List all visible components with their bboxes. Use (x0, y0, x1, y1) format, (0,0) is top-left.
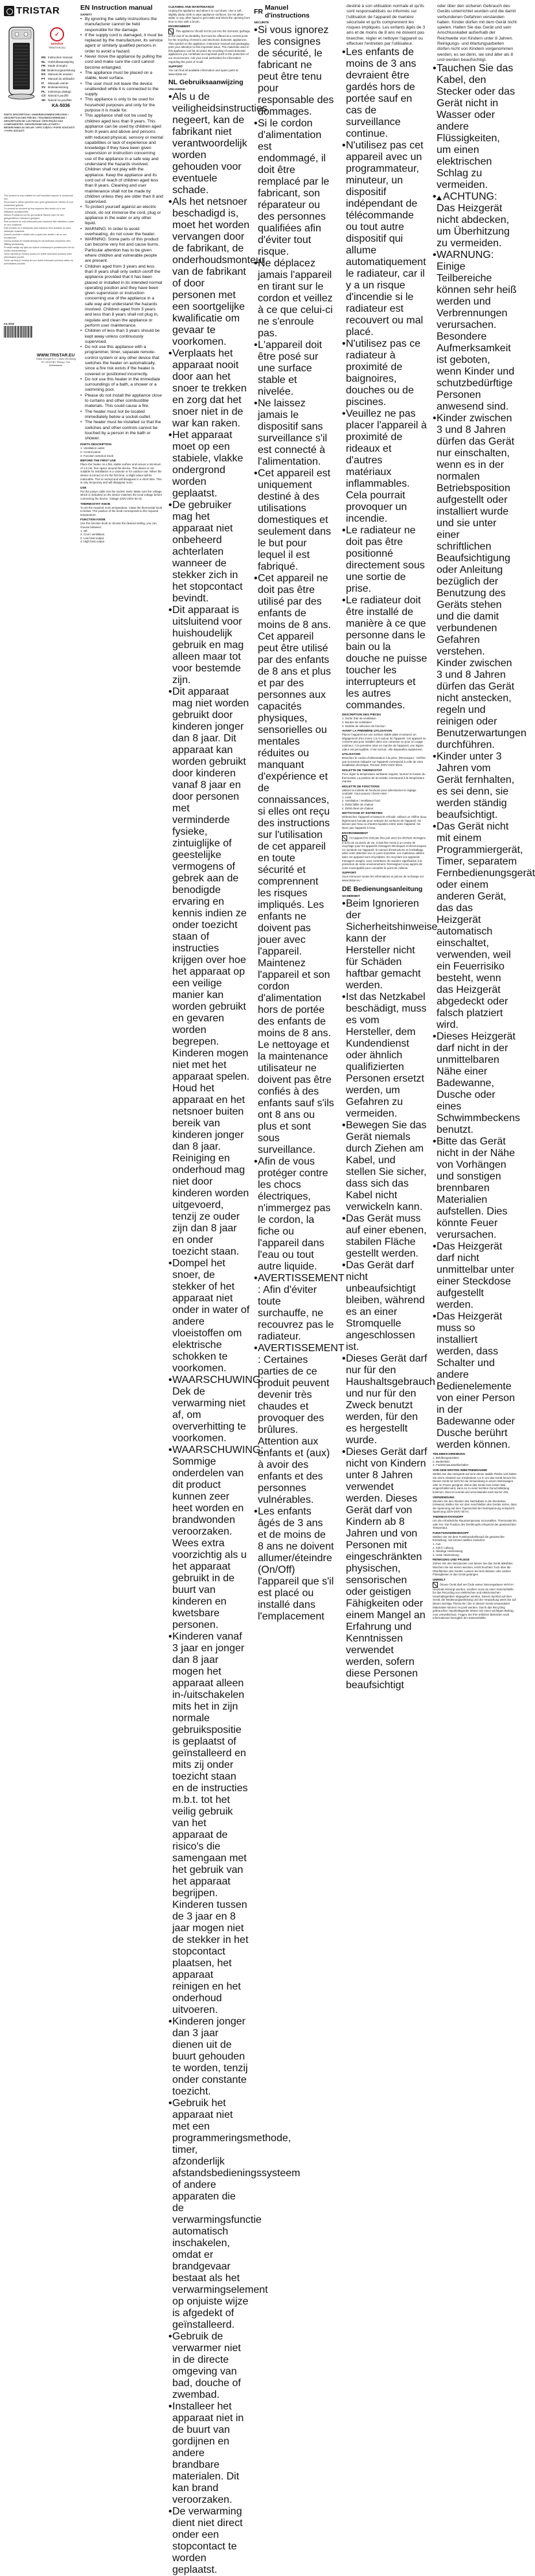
setting-item: 1. Off (80, 529, 87, 533)
list-item: • The user must not leave the device unattended while it is connected to the supply. (80, 82, 163, 98)
list-item: • Veuillez ne pas placer l'appareil à proximité de rideaux et d'autres matériaux inflammables. Cela pourrait provoquer un incendie. (342, 408, 427, 525)
list-item: • Dieses Heizgerät darf nicht in der unmittelbaren Nähe einer Badewanne, Dusche oder eines Schwimmbeckens benutzt. (433, 1031, 517, 1136)
list-item: • N'utilisez pas ce radiateur à proximité de baignoires, douches ou de piscines. (342, 338, 427, 408)
list-item: • Le radiateur doit être installé de manière à ce que personne dans le bain ou la douche ne puisse toucher les interrupteurs et les autres commandes. (342, 595, 427, 712)
warning-icon (437, 196, 442, 200)
list-item: • ACHTUNG: Das Heizgerät nicht abdecken, um Überhitzung zu vermeiden. (433, 191, 517, 249)
list-item: • The heater must be installed so that the switches and other controls cannot be touched by a person in the bath or shower. (80, 420, 163, 441)
setting-item: 4. Hohe Heizleistung (433, 1553, 459, 1557)
parts-heading: PARTS DESCRIPTION (80, 443, 111, 447)
language-item: PL Instrukcja obsługi (41, 89, 71, 93)
cleaning-heading: NETTOYAGE ET ENTRETIEN (342, 811, 383, 815)
service-badge (41, 27, 73, 49)
tower-heater-icon (5, 26, 38, 100)
website-link[interactable]: WWW.TRISTAR.EU (36, 353, 75, 358)
continued-text: destiné à son utilisation normale et qu'ils sont responsabilisés ou informés sur l'utilisation de l'appareil de manière sécurisée et qu'ils comprennent les risques impliqués. Les enfants âgés de 3 ans et de moins de 8 ans ne doivent pas brancher, régler et nettoyer l'appareil ou effectuer l'entretien par l'utilisateur. (347, 4, 426, 47)
list-item: • Als het netsnoer beschadigd is, moet het worden vervangen door de fabrikant, de onderhoudsmonteur van de fabrikant of door personen met een soortgelijke kwalificatie om gevaar te voorkomen. (168, 196, 250, 348)
list-item: • Kinderen vanaf 3 jaar en jonger dan 8 jaar mogen het apparaat alleen in-/uitschakelen mits het in zijn normale gebruikspositie is geplaatst of geïnstalleerd en mits zij onder toezicht staan en de instructies m.b.t. tot het veilig gebruik van het apparaat de risico's die samengaan met het gebruik van het apparaat begrijpen. Kinderen tussen de 3 jaar en 8 jaar mogen niet de stekker in het stopcontact plaatsen, het apparaat reinigen en het onderhoud uitvoeren. (168, 1631, 250, 2016)
parts-item: 3. Molette de sélection de fonction (342, 724, 385, 728)
section-title-en: EN Instruction manual (80, 4, 153, 12)
list-item: • Le radiateur ne doit pas être positionné directement sous une sortie de prise. (342, 525, 427, 595)
list-item: • Dit apparaat mag niet worden gebruikt door kinderen jonger dan 8 jaar. Dit apparaat kan worden gebruikt door kinderen vanaf 8 jaar en door personen met verminderde fysieke, zintuiglijke of geestelijke vermogens of gebrek aan de benodigde ervaring en kennis indien ze onder toezicht staan of instructies krijgen over hoe het apparaat op een veilige manier kan worden gebruikt en gevaren worden begrepen. Kinderen mogen niet met het apparaat spelen. Houd het apparaat en het netsnoer buiten bereik van kinderen jonger dan 8 jaar. Reiniging en onderhoud mag niet door kinderen worden uitgevoerd, tenzij ze ouder zijn dan 8 jaar en onder toezicht staan. (168, 686, 250, 1258)
safety-list (433, 63, 535, 1451)
list-item: • Ne déplacez jamais l'appareil en tirant sur le cordon et veillez à ce que celui-ci ne s'enroule pas. (254, 258, 334, 340)
list-item: • De verwarming dient niet direct onder een stopcontact te worden geplaatst. (168, 2506, 250, 2576)
company-address: Tristar Europe B.V. | Jules Verneweg 87 | 5015 BH Tilburg | The Netherlands (36, 358, 76, 367)
list-item: • To protect yourself against an electric shock, do not immerse the cord, plug or appliance in the water or any other liquid. (80, 205, 163, 226)
list-item: • Bewegen Sie das Gerät niemals durch Ziehen am Kabel, und stellen Sie sicher, dass sich das Kabel nicht verwickeln kann. (342, 1120, 427, 1213)
cleaning-text: Ziehen Sie den Netzstecker und lassen Sie das Gerät abkühlen. Wischen Sie mit einem weichen, leicht feuchten Tuch über die Oberflächen des Geräts. Lassen Sie kein Wasser oder andere Flüssigkeiten in das Gerät gelangen. (433, 1562, 514, 1577)
list-item: • Dompel het snoer, de stekker of het apparaat niet onder in water of andere vloeistoffen om elektrische schokken te voorkomen. (168, 1258, 250, 1375)
barcode-label: KA-5036 (4, 322, 15, 325)
before-use-heading: BEFORE THE FIRST USE (80, 459, 116, 463)
parts-item: 3. Funktionsauswahlschalter (433, 1463, 469, 1467)
list-item: • Cet appareil est uniquement destiné à des utilisations domestiques et seulement dans le but pour lequel il est fabriqué. (254, 468, 334, 573)
function-heading: FUNCTION KNOB (80, 518, 106, 522)
list-item: • Das Gerät darf nicht unbeaufsichtigt bleiben, während es an einer Stromquelle angeschlossen ist. (342, 1260, 427, 1353)
thermostat-heading: MOLETTE DE THERMOSTAT (342, 768, 383, 772)
parts-heading: TEILEBESCHREIBUNG (433, 1452, 466, 1456)
list-item: • Children aged from 3 years and less than 8 years shall only switch on/off the appliance provided that it has been placed or installed in its intended normal operating position and they have been given supervision or instruction concerning use of the appliance in a safe way and understand the hazards involved. Children aged from 3 years and less than 8 years shall not plug in, regulate and clean the appliance or perform user maintenance. (80, 264, 163, 329)
list-item: • Als u de veiligheidsinstructies negeert, kan de fabrikant niet verantwoordelijk worden gehouden voor eventuele schade. (168, 91, 250, 196)
heater-illustration (5, 26, 38, 100)
use-heading: VERWENDUNG (433, 1495, 455, 1499)
setting-item: 1. Arrêt (342, 795, 352, 799)
language-item: PT Manual do utilizador (41, 76, 75, 80)
cover-note-line: Este produto só é adequado para espaços bem isolados ou para utilização ocasional. (4, 227, 71, 233)
language-item: DE Bedienungsanleitung (41, 68, 75, 72)
list-item: • Children of less than 3 years should be kept away unless continuously supervised. (80, 329, 163, 345)
use-heading: USE (80, 485, 87, 489)
list-item: • De gebruiker mag het apparaat niet onbeheerd achterlaten wanneer de stekker zich in het stopcontact bevindt. (168, 500, 250, 605)
column-de (433, 4, 535, 1620)
use-text: Put the power cable into the socket. Note: Make sure the voltage which is indicated on the device matches the local voltage before connecting the device. Voltage 220V-240V 50 Hz. (80, 489, 163, 500)
parts-item: 1. Ventilation outlet (80, 447, 105, 450)
setting-item: 3. Low heat output (80, 536, 104, 540)
setting-item: 4. Débit élevé de chaleur (342, 806, 374, 810)
footer-contact (35, 353, 76, 367)
language-item: SK Návod na použitie (41, 98, 72, 102)
list-item: • This appliance shall not be used by children aged less than 8 years. This appliance can be used by children aged from 8 years and above and persons with reduced physical, sensory or mental capabilities or lack of experience and knowledge if they have been given supervision or instruction concerning use of the appliance in a safe way and understand the hazards involved. Children shall not play with the appliance. Keep the appliance and its cord out of reach of children aged less than 8 years. Cleaning and user maintenance shall not be made by children unless they are older than 8 and supervised. (80, 113, 163, 205)
section-title-nl: NL Gebruiksaanwijzing (168, 78, 244, 87)
list-item: • Cet appareil ne doit pas être utilisé par des enfants de moins de 8 ans. Cet appareil peut être utilisé par des enfants de 8 ans et plus et par des personnes aux capacités physiques, sensorielles ou mentales réduites ou manquant d'expérience et de connaissances, si elles ont reçu des instructions sur l'utilisation de cet appareil en toute sécurité et comprennent les risques impliqués. Les enfants ne doivent pas jouer avec l'appareil. Maintenez l'appareil et son cordon d'alimentation hors de portée des enfants de moins de 8 ans. Le nettoyage et la maintenance utilisateur ne doivent pas être confiés à des enfants sauf s'ils ont 8 ans ou plus et sont sous surveillance. (254, 573, 334, 1156)
cover-note-line: Dieses Produkt ist nur für gut isolierte Räume oder für den gelegentlichen Gebrauch geeignet. (4, 214, 64, 220)
support-text: Vous retrouvez toutes les informations et pièces de rechange sur www.tristar.eu ! (342, 875, 424, 882)
list-item: • Si le cordon d'alimentation est endommagé, il doit être remplacé par le fabricant, son réparateur ou des personnes qualifiées afin d'éviter tout risque. (254, 118, 334, 258)
language-item: IT Manuale utente (41, 81, 69, 85)
setting-item: 4. High heat output (80, 540, 105, 544)
setting-item: 2. Ventilation / ventilateur froid (342, 799, 380, 803)
cover-note-line: Questo prodotto è adatto solo a spazi ben isolati o ad un uso occasionale. (4, 233, 67, 239)
list-item: • Verplaats het apparaat nooit door aan het snoer te trekken en zorg dat het snoer niet in de war kan raken. (168, 348, 250, 430)
cover-note-line: Produkt nadaje się tylko do dobrze izolowanych pomieszczeń lub do użytku okazjonalnego. (4, 246, 74, 252)
list-item: • WARNING: In order to avoid overheating, do not cover the heater. (80, 227, 163, 238)
cover-panel (0, 0, 76, 373)
list-item: • L'appareil doit être posé sur une surface stable et nivelée. (254, 340, 334, 398)
list-item: • The heater must not be located immediately below a socket-outlet. (80, 410, 163, 421)
list-item: • Dit apparaat is uitsluitend voor huishoudelijk gebruik en mag alleen maar tot voor bestemde zijn. (168, 605, 250, 686)
cleaning-heading: CLEANING AND MAINTENANCE (168, 5, 214, 8)
parts-item: 2. Bouton de ventilation (342, 720, 372, 724)
parts-description-note: PARTS DESCRIPTION / ONDERDELENBESCHRIJVING / DESCRIPTION DES PIÈCES / TEILEBESCHREIBUNG / DESCRIPCIÓN DE LAS PIEZAS / DESCRIÇÃO DAS COMPONENTES / DESCRIZIONE DELLE PARTI / BESKRIVNING AV DELAR / OPIS CZĘŚCI / POPIS SOUČÁSTÍ / POPIS SÚČASTÍ (4, 113, 75, 132)
column-fr (254, 4, 345, 1622)
list-item: • Afin de vous protéger contre les chocs électriques, n'immergez pas le cordon, la fiche ou l'appareil dans l'eau ou tout autre liquide. (254, 1156, 334, 1273)
cover-note-line: This product is only suitable for well insulated spaces or occasional use. (4, 194, 73, 200)
setting-item: 3. Débit faible de chaleur (342, 803, 374, 807)
section-title-de: DE Bedienungsanleitung (342, 885, 423, 893)
cleaning-text: Débranchez l'appareil et laissez-le refroidir. Utilisez un chiffon doux, légèrement humide pour nettoyer les surfaces de l'appareil. Ne laissez pas l'eau ou d'autres liquides entrer dans l'appareil. Ne lavez pas l'appareil à l'eau. (342, 815, 427, 830)
cleaning-text: Unplug the appliance and allow it to cool down. Use a soft, slightly damp cloth to wipe appliance surfaces. Do not allow water or any other liquid to get inside and block the opening from time to time with a brush. (168, 9, 250, 23)
list-item: • WAARSCHUWING: Dek de verwarming niet af, om oververhitting te voorkomen. (168, 1375, 250, 1445)
language-item: FR Mode d'emploi (41, 64, 67, 68)
function-text: Use the function knob to choose the desired setting, you can choose between: (80, 522, 157, 529)
list-item: • Das Gerät nicht mit einem Programmiergerät, Timer, separatem Fernbedienungsgerät oder einem anderen Gerät, das das Heizgerät automatisch einschaltet, verwenden, weil ein Feuerrisiko besteht, wenn das Heizgerät abgedeckt oder falsch platziert wird. (433, 821, 517, 1031)
safety-heading: SICHERHEIT (342, 894, 360, 898)
list-item: • Kinder zwischen 3 und 8 Jahren dürfen das Gerät nur einschalten, wenn es in der normalen Betriebsposition aufgestellt oder installiert wurde und sie unter einer schriftlichen Beaufsichtigung oder Anleitung bezüglich der Benutzung des Geräts stehen und die damit verbundenen Gefahren verstehen. Kinder zwischen 3 und 8 Jahren dürfen das Gerät nicht anstecken, regeln und reinigen oder Benutzerwartungen durchführen. (433, 413, 517, 751)
cover-note-line: Este producto es solo adecuado para espacios bien aislados o para un uso ocasional. (4, 220, 74, 226)
list-item: • Das Heizgerät darf nicht unmittelbar unter einer Steckdose aufgestellt werden. (433, 1241, 517, 1311)
cover-note-line: Tento výrobok je vhodný len pre dobre izolované priestory alebo na príležitostné použitie. (4, 259, 73, 265)
list-item: • Never move the appliance by pulling the cord and make sure the cord cannot become entangled. (80, 54, 163, 71)
list-item: • Tauchen Sie das Kabel, den Stecker oder das Gerät nicht in Wasser oder andere Flüssigkeiten, um einen elektrischen Schlag zu vermeiden. (433, 63, 517, 191)
parts-item: 1. Belüftungsauslass (433, 1456, 459, 1460)
thermostat-text: To set the required room temperature, rotate the thermostat knob to below. The position of the knob corresponds to the required temperature. (80, 505, 163, 516)
list-item: • Les enfants de moins de 3 ans devraient être gardés hors de portée sauf en cas de surveillance continue. (342, 47, 427, 140)
recycle-bin-icon (342, 835, 347, 841)
list-item: • Bitte das Gerät nicht in der Nähe von Vorhängen und sonstigen brennbaren Materialien aufstellen. Dies könnte Feuer verursachen. (433, 1136, 517, 1241)
cleaning-heading: REINIGUNG UND PFLEGE (433, 1558, 470, 1562)
language-item: EN Instruction manual (41, 56, 73, 59)
list-item: • Das Gerät muss auf einer ebenen, stabilen Fläche gestellt werden. (342, 1213, 427, 1260)
list-item: • Installeer het apparaat niet in de buurt van gordijnen en andere brandbare materialen. Dit kan brand veroorzaken. (168, 2401, 250, 2506)
parts-heading: DESCRIPTION DES PIÈCES (342, 713, 381, 717)
parts-item: 3. Function selection knob (80, 454, 114, 458)
thermostat-text: Um die erforderliche Raumtemperatur einzustellen, Thermostat hin oder her. Die Position des Drehknopfs entspricht der gewünschten Temperatur. (433, 1518, 517, 1530)
thermostat-heading: THERMOSTAT KNOB (80, 502, 111, 505)
service-sub: TRISTAR.EU (48, 46, 66, 49)
setting-item: 1. Aus (433, 1542, 441, 1546)
recycle-bin-icon (168, 29, 174, 34)
cover-note-line: Dit product is alleen geschikt voor goed geïsoleerde ruimtes of voor incidenteel gebruik. (4, 201, 74, 207)
list-item: • The appliance must be placed on a stable, level surface. (80, 71, 163, 82)
list-item: • Please do not install the appliance close to curtains and other combustible materials. This could cause a fire. (80, 393, 163, 410)
function-text: Wählen Sie mit dem Funktionsdrehknopf die gewünschte Einstellung. Sie können wählen zwischen: (433, 1535, 505, 1542)
before-use-text: Stellen Sie das Heizgerät auf eine ebene stabile Fläche und halten Sie einen Abstand von mindestens 1,5 m um das Gerät herum frei. Dieses Gerät ist nicht für die Verwendung in einem Wohnwagen oder im Freien geeignet. Wenn das Gerät zum ersten Mal eingeschaltet wird, kann es zu einer leichten Geruchsbildung kommen. Dies ist normal und verschwindet nach kurzer Zeit. (433, 1472, 517, 1494)
list-item: • This appliance is only to be used for household purposes and only for the purpose it is made for. (80, 97, 163, 113)
language-item: NL Gebruiksaanwijzing (41, 60, 74, 64)
list-item: • Do not use this heater in the immediate surroundings of a bath, a shower or a swimming pool. (80, 377, 163, 393)
list-item: • Das Heizgerät muss so installiert werden, dass Schalter und andere Bedienelemente von einer Person in der Badewanne oder Dusche berührt werden können. (433, 1311, 517, 1451)
list-item: • Het apparaat moet op een stabiele, vlakke ondergrond worden geplaatst. (168, 430, 250, 500)
setting-item: 2. Kühl / Lüftung (433, 1546, 453, 1549)
function-text: Utilisez la molette de fonctions pour sélectionner le réglage souhaité. Vous pouvez choisir entre : (342, 788, 416, 796)
language-item: SV Bruksanvisning (41, 86, 69, 89)
language-item: ES Manual de usuario (41, 73, 73, 76)
safety-heading: SÉCURITÉ (254, 21, 269, 24)
list-item: • Ne laissez jamais le dispositif sans surveillance s'il est connecté à l'alimentation. (254, 398, 334, 468)
environment-text: This appliance should not be put into the domestic garbage at the end of its durability, but must be offered at a central point for the recycling of electric and electronic domestic appliances. This symbol on the appliance, instruction manual and packaging puts your attention to this important issue. The materials used in this appliance can be recycled. By recycling of used domestic appliances you contribute an important push to the protection of our environment. Ask your local authorities for information regarding the point of recall. (168, 30, 250, 64)
column-en (80, 4, 163, 544)
use-heading: UTILISATION (342, 752, 361, 756)
list-item: • Gebruik de verwarmer niet in de directe omgeving van bad, douche of zwembad. (168, 2331, 250, 2401)
environment-heading: UMWELT (433, 1577, 446, 1581)
thermostat-text: Pour régler la température ambiante requise, tournez le bouton du thermostat. La position de la molette correspond à la température requise. (342, 772, 426, 783)
service-icon: ✓ (50, 27, 64, 41)
support-heading: SUPPORT (168, 65, 183, 69)
list-item: • If the supply cord is damaged, it must be replaced by the manufacturer, its service agent or similarly qualified persons in order to avoid a hazard. (80, 33, 163, 54)
function-heading: FUNKTIONSDREHKNOPF (433, 1531, 469, 1535)
function-heading: MOLETTE DE FONCTIONS (342, 784, 380, 788)
list-item: • N'utilisez pas cet appareil avec un programmateur, minuteur, un dispositif indépendant de télécommande ou tout autre dispositif qui allume automatiquement le radiateur, car il y a un risque d'incendie si le radiateur est recouvert ou mal placé. (342, 140, 427, 338)
cover-note-line: Ce produit ne convient qu'aux espaces bien isolés ou à une utilisation occasionnelle. (4, 207, 65, 213)
list-item: • Beim Ignorieren der Sicherheitshinweise kann der Hersteller nicht für Schäden haftbar gemacht werden. (342, 898, 427, 992)
safety-heading: SAFETY (80, 13, 93, 16)
list-item: • AVERTISSEMENT : Certaines parties de ce produit peuvent devenir très chaudes et provoquer des brûlures. Attention aux enfants et (aux) à avoir des enfants et des personnes vulnérables. (254, 1343, 334, 1506)
recycle-bin-icon (433, 1582, 438, 1588)
section-title-fr: FR Manuel d'instructions (254, 4, 310, 19)
use-text: Branchez le cordon d'alimentation à la prise. (Remarque) : Vérifiez que la tension indiquée sur l'appareil correspond à celle de votre installation électrique. Tension 220V-240V 50Hz. (342, 756, 426, 767)
list-item: • WARNING: Some parts of this product can become very hot and cause burns. Particular attention has to be given where children and vulnerable people are present. (80, 237, 163, 264)
use-text: Stecken Sie den Stecker des Netzkabels in die Steckdose. (Hinweis) Stellen Sie vor dem Anschließen des Geräts sicher, dass die Spannung auf dem Typenschild der Netzspannung entspricht. Spannung 220V-240V 50 Hz. (433, 1499, 517, 1514)
list-item: • Kinder unter 3 Jahren vom Gerät fernhalten, es sei denn, sie werden ständig beaufsichtigt. (433, 751, 517, 821)
safety-heading: VEILIGHEID (168, 87, 186, 91)
list-item: • Do not use this appliance with a programmer, timer, separate remote-control system or any other device that switches the heater on automatically, since a fire risk exists if the heater is covered or positioned incorrectly. (80, 345, 163, 377)
setting-item: 3. Niedrige Heizleistung (433, 1549, 463, 1553)
before-use-heading: VOR DEM ERSTEN INBETRIEBNAHME (433, 1468, 488, 1472)
continued-text: oder über den sicheren Gebrauch des Geräts unterrichtet wurden und die damit verbundenen Gefahren verstanden haben. Kinder dürfen mit dem Gerät nicht spielen. Halten Sie das Gerät und sein Anschlusskabel außerhalb der Reichweite von Kindern unter 8 Jahren. Reinigungs- und Wartungsarbeiten dürfen nicht von Kindern vorgenommen werden, es sei denn, sie sind älter als 8 und werden beaufsichtigt. (437, 4, 517, 62)
support-heading: SUPPORT (342, 871, 357, 875)
list-item: • WARNUNG: Einige Teilbereiche können sehr heiß werden und Verbrennungen verursachen. Besondere Aufmerksamkeit ist geboten, wenn Kinder und schutzbedürftige Personen anwesend sind. (433, 249, 517, 413)
environment-heading: ENVIRONMENT (168, 25, 190, 29)
list-item: • By ignoring the safety instructions the manufacturer cannot be held responsible for the damage. (80, 17, 163, 33)
parts-item: 1. Sortie d'air de ventilation (342, 717, 376, 721)
before-use-heading: AVANT LA PREMIÈRE UTILISATION (342, 729, 393, 733)
before-use-text: Place the heater on a flat, stable surface and ensure a minimum of 1.5 mtr. free space around the device. This device is not suitable for installation in a caravan or for outdoor use. When the device is turned on for the first time, a slight odour will be noticeable. This is normal and will disappear in a short time. This is only temporary and will disappear soon. (80, 463, 162, 485)
list-item: • Dieses Gerät darf nur für den Haushaltsgebrauch und nur für den Zweck benutzt werden, für den es hergestellt wurde. (342, 1353, 427, 1446)
model-number: KA-5036 (52, 104, 71, 108)
list-item: • WAARSCHUWING: Sommige onderdelen van dit product kunnen zeer heet worden en brandwonden veroorzaken. Wees extra voorzichtig als u het apparaat gebruikt in de buurt van kinderen en kwetsbare personen. (168, 1445, 250, 1631)
list-item: • Ist das Netzkabel beschädigt, muss es vom Hersteller, dem Kundendienst oder ähnlich qualifizierten Personen ersetzt werden, um Gefahren zu vermeiden. (342, 992, 427, 1120)
safety-list (342, 47, 427, 712)
parts-item: 2. Control panel (80, 450, 100, 454)
safety-list (80, 17, 163, 441)
language-list (41, 56, 75, 103)
cover-note-line: Denna produkt är endast lämplig för väl isolerade utrymmen eller tillfällig användning. (4, 240, 71, 246)
parts-item: 2. Bedienfeld (433, 1459, 450, 1463)
list-item: • AVERTISSEMENT : Afin d'éviter toute surchauffe, ne recouvrez pas le radiateur. (254, 1273, 334, 1343)
environment-text: Cet appareil ne doit pas être jeté avec les déchets ménagers à la fin de sa durée de vie. Il doit être remis à un centre de recyclage pour les appareils ménagers électriques et électroniques. Ce symbole sur l'appareil, le manuel d'instructions et l'emballage attire votre attention sur ce point important. Les matériaux utilisés dans cet appareil sont recyclables. En recyclant vos appareils ménagers usagés, vous contribuez de manière significative à la protection de notre environnement. Renseignez-vous auprès de votre municipalité pour connaître le point de collecte. (342, 836, 427, 870)
brand-logo (4, 5, 73, 16)
before-use-text: Placez l'appareil sur une surface stable plate et assurez un dégagement d'au moins 1,5 m autour de l'appareil. Cet appareil ne convient pas pour installer dans une caravane ou pour un usage extérieur. À la première mise en marche de l'appareil, une légère odeur est perceptible. C'est normal ; elle disparaîtra rapidement. (342, 733, 426, 751)
list-item: • Dieses Gerät darf nicht von Kindern unter 8 Jahren verwendet werden. Dieses Gerät darf von Kindern ab 8 Jahren und von Personen mit eingeschränkten physischen, sensorischen oder geistigen Fähigkeiten oder einem Mangel an Erfahrung und Kenntnissen verwendet werden, sofern diese Personen beaufsichtigt (342, 1446, 427, 1691)
language-item: CS Návod k použití (41, 94, 69, 98)
support-text: You can find all available information and spare parts at www.tristar.eu! (168, 69, 238, 76)
list-item: • Si vous ignorez les consignes de sécurité, le fabricant ne peut être tenu pour responsable des dommages. (254, 25, 334, 118)
safety-list (254, 25, 345, 1623)
setting-item: 2. Cool / ventilation (80, 533, 105, 537)
list-item: • Gebruik het apparaat niet met een programmeringsmethode, timer, afzonderlijk afstandsbedieningssysteem of andere apparaten die de verwarmingsfunctie automatisch inschakelen, omdat er brandgevaar bestaat als het verwarmingselement op onjuiste wijze is afgedekt of geïnstalleerd. (168, 2098, 250, 2331)
thermostat-heading: THERMOSTATKNOPF (433, 1514, 464, 1518)
brand-name: TRISTAR (16, 5, 60, 16)
service-label: service (51, 42, 63, 46)
cover-notes (4, 194, 75, 266)
environment-heading: ENVIRONNEMENT (342, 831, 369, 835)
tristar-logo-icon (4, 6, 14, 16)
list-item: • Les enfants âgés de 3 ans et de moins de 8 ans ne doivent allumer/éteindre (On/Off) l'appareil que s'il est placé ou installé dans l'emplacement (254, 1506, 334, 1623)
barcode-icon (4, 326, 32, 338)
list-item: • Kinderen jonger dan 3 jaar dienen uit de buurt gehouden te worden, tenzij onder constante toezicht. (168, 2016, 250, 2098)
environment-text: Dieses Gerät darf am Ende seiner Nutzungsdauer nicht im Haushalt entsorgt werden, sondern muss an einer Sammelstelle für das Recycling von elektrischen und elektronischen Haushaltsgeräten abgegeben werden. Dieses Symbol auf dem Gerät, der Bedienungsanleitung und der Verpackung weist Sie auf dieses wichtige Thema hin. Die in diesem Gerät verwendeten Materialien können recycelt werden. Durch das Recycling gebrauchter Haushaltsgeräte leisten Sie einen wichtigen Beitrag zum Umweltschutz. Fragen Sie Ihre örtlichen Behörden nach Informationen bezüglich der Sammelstelle. (433, 1583, 516, 1620)
cover-note-line: Tento výrobek je vhodný pouze pro dobře izolované prostory nebo příležitostné použití. (4, 253, 73, 259)
